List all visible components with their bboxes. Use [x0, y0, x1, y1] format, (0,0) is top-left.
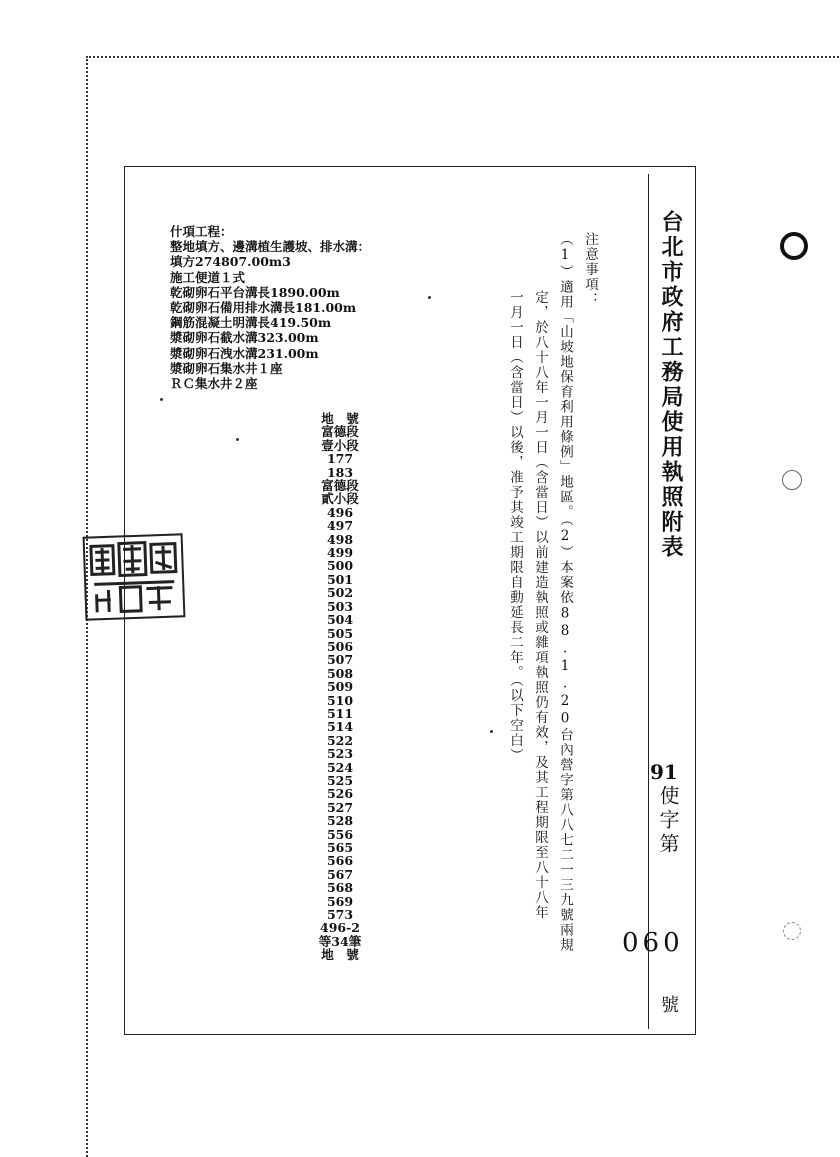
- lot-number: 524: [326, 759, 354, 775]
- lot-number: 508: [326, 665, 354, 681]
- lot-number: 499: [326, 545, 354, 561]
- notes-block: [500, 232, 600, 953]
- lots-section-2: 富德段: [321, 478, 359, 494]
- lot-number: 501: [326, 571, 354, 587]
- permit-suffix: 號: [658, 995, 679, 1013]
- lot-number: 573: [326, 907, 354, 923]
- item-line: 施工便道１式: [170, 269, 246, 285]
- lot-number: 505: [326, 625, 354, 641]
- notes-line-3: 一月一日（含當日）以後，准予其竣工期限自動延長二年。（以下空白）: [507, 290, 523, 764]
- lots-summary: 等34筆: [318, 933, 362, 949]
- lot-number: 527: [326, 799, 354, 815]
- lot-number: 565: [326, 840, 354, 855]
- notes-line-2: 定，於八十八年一月一日（含當日）以前建造執照或雜項執照仍有效，及其工程期限至八十八年: [532, 290, 548, 920]
- lot-number: 497: [326, 518, 354, 534]
- lots-header: 地 號: [321, 411, 359, 426]
- notes-heading: 注意事項：: [582, 232, 598, 307]
- lot-number: 498: [326, 531, 354, 547]
- official-seal: [83, 533, 186, 620]
- lot-number: 177: [326, 451, 354, 467]
- item-line: 漿砌卵石截水溝323.00m: [170, 330, 319, 346]
- lot-number: 509: [326, 679, 354, 695]
- notes-line-1: （1）適用「山坡地保育利用條例」地區。（2）本案依88.1.20台內營字第八八七二一三九號兩規: [557, 232, 573, 953]
- lot-number: 511: [326, 705, 354, 721]
- lots-section-1: 富德段: [321, 424, 359, 440]
- lot-number: 502: [326, 585, 354, 601]
- item-line: 漿砌卵石洩水溝231.00m: [170, 345, 319, 361]
- permit-year: 91: [650, 760, 678, 784]
- lot-number: 496-2: [320, 920, 360, 936]
- lot-number: 514: [326, 719, 354, 735]
- speck: [236, 438, 239, 441]
- document-title: 台北市政府工務局使用執照附表: [658, 210, 684, 560]
- speck: [160, 398, 163, 401]
- lot-number: 523: [326, 746, 354, 762]
- items-block: [170, 224, 370, 391]
- punch-hole: [782, 470, 802, 490]
- lot-number: 503: [326, 598, 354, 614]
- lot-number: 504: [326, 612, 354, 628]
- lot-number: 567: [326, 866, 354, 882]
- item-line: 乾砌卵石平台溝長1890.00m: [170, 284, 340, 300]
- permit-kind: 使字第: [656, 785, 680, 857]
- lot-number: 525: [326, 772, 354, 788]
- lot-number: 526: [326, 786, 354, 802]
- lot-number: 528: [326, 813, 354, 829]
- lot-number: 568: [326, 880, 354, 896]
- lot-number: 507: [326, 652, 354, 668]
- lot-number: 500: [326, 558, 354, 574]
- items-heading: 什項工程：: [170, 224, 233, 239]
- lot-number: 522: [326, 732, 354, 748]
- lot-number: 566: [326, 853, 354, 869]
- lots-subsection-2: 貳小段: [321, 491, 359, 507]
- permit-number: 060: [622, 928, 684, 958]
- lots-block: [300, 412, 380, 962]
- lot-number: 510: [326, 692, 354, 708]
- lot-number: 506: [326, 638, 354, 654]
- lot-number: 556: [326, 826, 354, 842]
- lot-number: 569: [326, 893, 354, 909]
- item-line: ＲＣ集水井２座: [170, 376, 258, 392]
- item-line: 漿砌卵石集水井１座: [170, 360, 283, 376]
- punch-hole: [783, 922, 801, 940]
- item-line: 乾砌卵石備用排水溝長181.00m: [170, 300, 357, 316]
- item-line: 鋼筋混凝土明溝長419.50m: [170, 315, 332, 331]
- punch-hole: [780, 232, 808, 260]
- speck: [428, 296, 431, 299]
- lots-subsection-1: 壹小段: [321, 437, 359, 453]
- speck: [490, 730, 493, 733]
- item-line: 填方274807.00m3: [170, 254, 291, 270]
- items-subheading: 整地填方、邊溝植生護坡、排水溝：: [170, 239, 371, 255]
- lot-number: 183: [326, 464, 354, 480]
- lot-number: 496: [326, 504, 354, 520]
- lots-footer: 地 號: [321, 947, 359, 963]
